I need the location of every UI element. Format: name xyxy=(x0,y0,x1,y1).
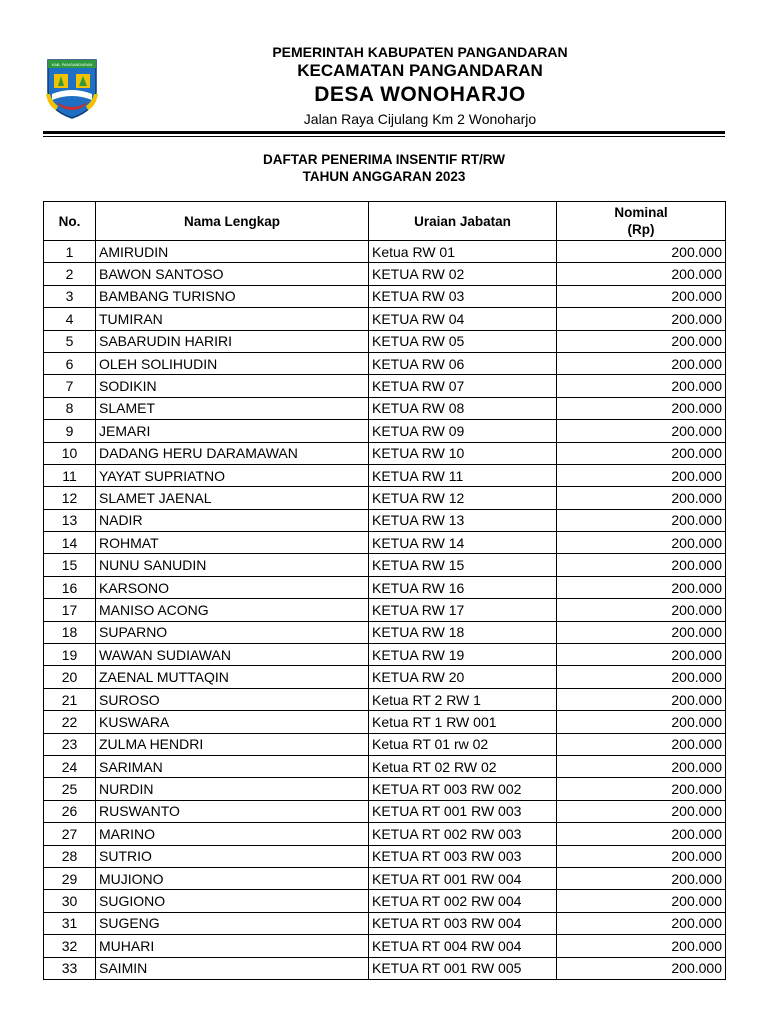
table-row xyxy=(44,621,726,643)
cell-position: Ketua RT 01 rw 02 xyxy=(369,733,557,755)
cell-no: 19 xyxy=(44,644,96,666)
document-title-line1: DAFTAR PENERIMA INSENTIF RT/RW xyxy=(263,152,505,167)
cell-no: 30 xyxy=(44,890,96,912)
table-row xyxy=(44,599,726,621)
document-title-line2: TAHUN ANGGARAN 2023 xyxy=(302,169,466,184)
table-row xyxy=(44,778,726,800)
cell-no: 6 xyxy=(44,352,96,374)
table-row xyxy=(44,241,726,263)
cell-name: NADIR xyxy=(96,509,369,531)
cell-position: KETUA RT 003 RW 002 xyxy=(369,778,557,800)
cell-nominal: 200.000 xyxy=(557,509,726,531)
table-row xyxy=(44,666,726,688)
recipient-table xyxy=(43,201,726,980)
cell-nominal: 200.000 xyxy=(557,487,726,509)
table-row xyxy=(44,442,726,464)
table-row xyxy=(44,800,726,822)
table-row xyxy=(44,867,726,889)
cell-name: YAYAT SUPRIATNO xyxy=(96,464,369,486)
table-row xyxy=(44,375,726,397)
cell-name: NUNU SANUDIN xyxy=(96,554,369,576)
cell-position: Ketua RT 02 RW 02 xyxy=(369,755,557,777)
cell-nominal: 200.000 xyxy=(557,666,726,688)
cell-no: 16 xyxy=(44,576,96,598)
cell-position: KETUA RW 04 xyxy=(369,308,557,330)
table-row xyxy=(44,308,726,330)
table-row xyxy=(44,711,726,733)
cell-name: MUHARI xyxy=(96,935,369,957)
cell-no: 17 xyxy=(44,599,96,621)
table-row xyxy=(44,688,726,710)
cell-nominal: 200.000 xyxy=(557,442,726,464)
cell-no: 4 xyxy=(44,308,96,330)
header-nominal xyxy=(557,202,726,241)
header-position: Uraian Jabatan xyxy=(369,202,557,241)
cell-no: 2 xyxy=(44,263,96,285)
cell-position: KETUA RW 16 xyxy=(369,576,557,598)
cell-nominal: 200.000 xyxy=(557,420,726,442)
cell-name: TUMIRAN xyxy=(96,308,369,330)
cell-name: ZULMA HENDRI xyxy=(96,733,369,755)
cell-nominal: 200.000 xyxy=(557,867,726,889)
cell-nominal: 200.000 xyxy=(557,285,726,307)
cell-nominal: 200.000 xyxy=(557,688,726,710)
cell-no: 5 xyxy=(44,330,96,352)
cell-position: Ketua RT 2 RW 1 xyxy=(369,688,557,710)
cell-nominal: 200.000 xyxy=(557,554,726,576)
cell-name: MANISO ACONG xyxy=(96,599,369,621)
cell-name: SUGENG xyxy=(96,912,369,934)
cell-position: KETUA RW 11 xyxy=(369,464,557,486)
table-body xyxy=(44,241,726,980)
cell-position: KETUA RW 14 xyxy=(369,532,557,554)
table-row xyxy=(44,823,726,845)
cell-name: SODIKIN xyxy=(96,375,369,397)
table-row xyxy=(44,845,726,867)
cell-position: KETUA RW 06 xyxy=(369,352,557,374)
cell-nominal: 200.000 xyxy=(557,330,726,352)
cell-position: KETUA RW 07 xyxy=(369,375,557,397)
cell-position: KETUA RT 004 RW 004 xyxy=(369,935,557,957)
table-row xyxy=(44,487,726,509)
cell-position: KETUA RT 003 RW 003 xyxy=(369,845,557,867)
cell-nominal: 200.000 xyxy=(557,711,726,733)
cell-name: SAIMIN xyxy=(96,957,369,979)
cell-nominal: 200.000 xyxy=(557,308,726,330)
cell-position: KETUA RT 002 RW 003 xyxy=(369,823,557,845)
cell-nominal: 200.000 xyxy=(557,375,726,397)
cell-name: JEMARI xyxy=(96,420,369,442)
table-row xyxy=(44,912,726,934)
village-address: Jalan Raya Cijulang Km 2 Wonoharjo xyxy=(303,111,537,127)
cell-name: KUSWARA xyxy=(96,711,369,733)
document-title xyxy=(100,151,668,185)
cell-name: NURDIN xyxy=(96,778,369,800)
cell-nominal: 200.000 xyxy=(557,845,726,867)
cell-no: 7 xyxy=(44,375,96,397)
cell-position: KETUA RW 02 xyxy=(369,263,557,285)
cell-no: 10 xyxy=(44,442,96,464)
cell-position: KETUA RW 10 xyxy=(369,442,557,464)
cell-name: SUROSO xyxy=(96,688,369,710)
cell-no: 11 xyxy=(44,464,96,486)
cell-no: 26 xyxy=(44,800,96,822)
cell-nominal: 200.000 xyxy=(557,644,726,666)
cell-position: KETUA RW 17 xyxy=(369,599,557,621)
cell-position: KETUA RW 13 xyxy=(369,509,557,531)
cell-name: DADANG HERU DARAMAWAN xyxy=(96,442,369,464)
cell-position: Ketua RW 01 xyxy=(369,241,557,263)
table-row xyxy=(44,644,726,666)
emblem-text: KAB. PANGANDARAN xyxy=(51,62,93,67)
header-name: Nama Lengkap xyxy=(96,202,369,241)
cell-no: 25 xyxy=(44,778,96,800)
cell-name: SABARUDIN HARIRI xyxy=(96,330,369,352)
cell-position: KETUA RW 18 xyxy=(369,621,557,643)
cell-name: MUJIONO xyxy=(96,867,369,889)
cell-nominal: 200.000 xyxy=(557,241,726,263)
table-row xyxy=(44,733,726,755)
district-name: KECAMATAN PANGANDARAN xyxy=(297,61,543,80)
cell-name: WAWAN SUDIAWAN xyxy=(96,644,369,666)
cell-no: 31 xyxy=(44,912,96,934)
cell-name: AMIRUDIN xyxy=(96,241,369,263)
cell-no: 3 xyxy=(44,285,96,307)
table-row xyxy=(44,420,726,442)
letterhead-divider-thin xyxy=(43,136,725,137)
cell-nominal: 200.000 xyxy=(557,935,726,957)
cell-name: SLAMET xyxy=(96,397,369,419)
cell-nominal: 200.000 xyxy=(557,912,726,934)
cell-position: KETUA RW 12 xyxy=(369,487,557,509)
cell-name: BAWON SANTOSO xyxy=(96,263,369,285)
table-row xyxy=(44,263,726,285)
table-row xyxy=(44,397,726,419)
cell-position: KETUA RT 003 RW 004 xyxy=(369,912,557,934)
table-row xyxy=(44,755,726,777)
cell-nominal: 200.000 xyxy=(557,957,726,979)
letterhead-divider-thick xyxy=(43,131,725,134)
cell-no: 23 xyxy=(44,733,96,755)
cell-position: KETUA RW 15 xyxy=(369,554,557,576)
cell-name: SUPARNO xyxy=(96,621,369,643)
cell-nominal: 200.000 xyxy=(557,263,726,285)
cell-no: 8 xyxy=(44,397,96,419)
cell-nominal: 200.000 xyxy=(557,890,726,912)
table-row xyxy=(44,285,726,307)
village-name: DESA WONOHARJO xyxy=(314,83,526,106)
cell-no: 20 xyxy=(44,666,96,688)
cell-no: 33 xyxy=(44,957,96,979)
cell-position: KETUA RT 002 RW 004 xyxy=(369,890,557,912)
table-row xyxy=(44,957,726,979)
table-row xyxy=(44,509,726,531)
cell-nominal: 200.000 xyxy=(557,464,726,486)
cell-no: 21 xyxy=(44,688,96,710)
cell-position: KETUA RT 001 RW 005 xyxy=(369,957,557,979)
cell-nominal: 200.000 xyxy=(557,800,726,822)
cell-no: 1 xyxy=(44,241,96,263)
cell-name: MARINO xyxy=(96,823,369,845)
cell-name: ROHMAT xyxy=(96,532,369,554)
cell-no: 27 xyxy=(44,823,96,845)
cell-position: KETUA RW 09 xyxy=(369,420,557,442)
table-row xyxy=(44,464,726,486)
cell-name: ZAENAL MUTTAQIN xyxy=(96,666,369,688)
cell-no: 22 xyxy=(44,711,96,733)
cell-nominal: 200.000 xyxy=(557,352,726,374)
letterhead xyxy=(0,0,768,140)
cell-position: KETUA RT 001 RW 004 xyxy=(369,867,557,889)
government-name: PEMERINTAH KABUPATEN PANGANDARAN xyxy=(272,44,568,60)
cell-no: 13 xyxy=(44,509,96,531)
cell-position: KETUA RW 08 xyxy=(369,397,557,419)
cell-no: 14 xyxy=(44,532,96,554)
table-row xyxy=(44,352,726,374)
cell-no: 24 xyxy=(44,755,96,777)
cell-name: SLAMET JAENAL xyxy=(96,487,369,509)
cell-position: KETUA RW 20 xyxy=(369,666,557,688)
cell-name: RUSWANTO xyxy=(96,800,369,822)
table-row xyxy=(44,532,726,554)
header-nominal-line2: (Rp) xyxy=(627,222,655,237)
table-row xyxy=(44,554,726,576)
table-row xyxy=(44,330,726,352)
cell-no: 29 xyxy=(44,867,96,889)
header-no: No. xyxy=(44,202,96,241)
table-header-row xyxy=(44,202,726,241)
cell-nominal: 200.000 xyxy=(557,778,726,800)
cell-position: KETUA RT 001 RW 003 xyxy=(369,800,557,822)
letterhead-text xyxy=(160,44,680,129)
header-nominal-line1: Nominal xyxy=(614,205,668,220)
cell-nominal: 200.000 xyxy=(557,823,726,845)
cell-name: OLEH SOLIHUDIN xyxy=(96,352,369,374)
cell-nominal: 200.000 xyxy=(557,621,726,643)
cell-name: SARIMAN xyxy=(96,755,369,777)
cell-nominal: 200.000 xyxy=(557,599,726,621)
cell-nominal: 200.000 xyxy=(557,733,726,755)
cell-name: KARSONO xyxy=(96,576,369,598)
cell-no: 12 xyxy=(44,487,96,509)
cell-position: KETUA RW 19 xyxy=(369,644,557,666)
cell-position: KETUA RW 03 xyxy=(369,285,557,307)
cell-no: 32 xyxy=(44,935,96,957)
table-row xyxy=(44,935,726,957)
cell-no: 28 xyxy=(44,845,96,867)
cell-nominal: 200.000 xyxy=(557,532,726,554)
cell-nominal: 200.000 xyxy=(557,576,726,598)
cell-position: Ketua RT 1 RW 001 xyxy=(369,711,557,733)
cell-no: 9 xyxy=(44,420,96,442)
table-row xyxy=(44,576,726,598)
regency-emblem-icon xyxy=(44,56,100,120)
cell-no: 18 xyxy=(44,621,96,643)
cell-nominal: 200.000 xyxy=(557,397,726,419)
cell-name: SUGIONO xyxy=(96,890,369,912)
table-row xyxy=(44,890,726,912)
cell-position: KETUA RW 05 xyxy=(369,330,557,352)
cell-no: 15 xyxy=(44,554,96,576)
cell-name: BAMBANG TURISNO xyxy=(96,285,369,307)
cell-name: SUTRIO xyxy=(96,845,369,867)
cell-nominal: 200.000 xyxy=(557,755,726,777)
